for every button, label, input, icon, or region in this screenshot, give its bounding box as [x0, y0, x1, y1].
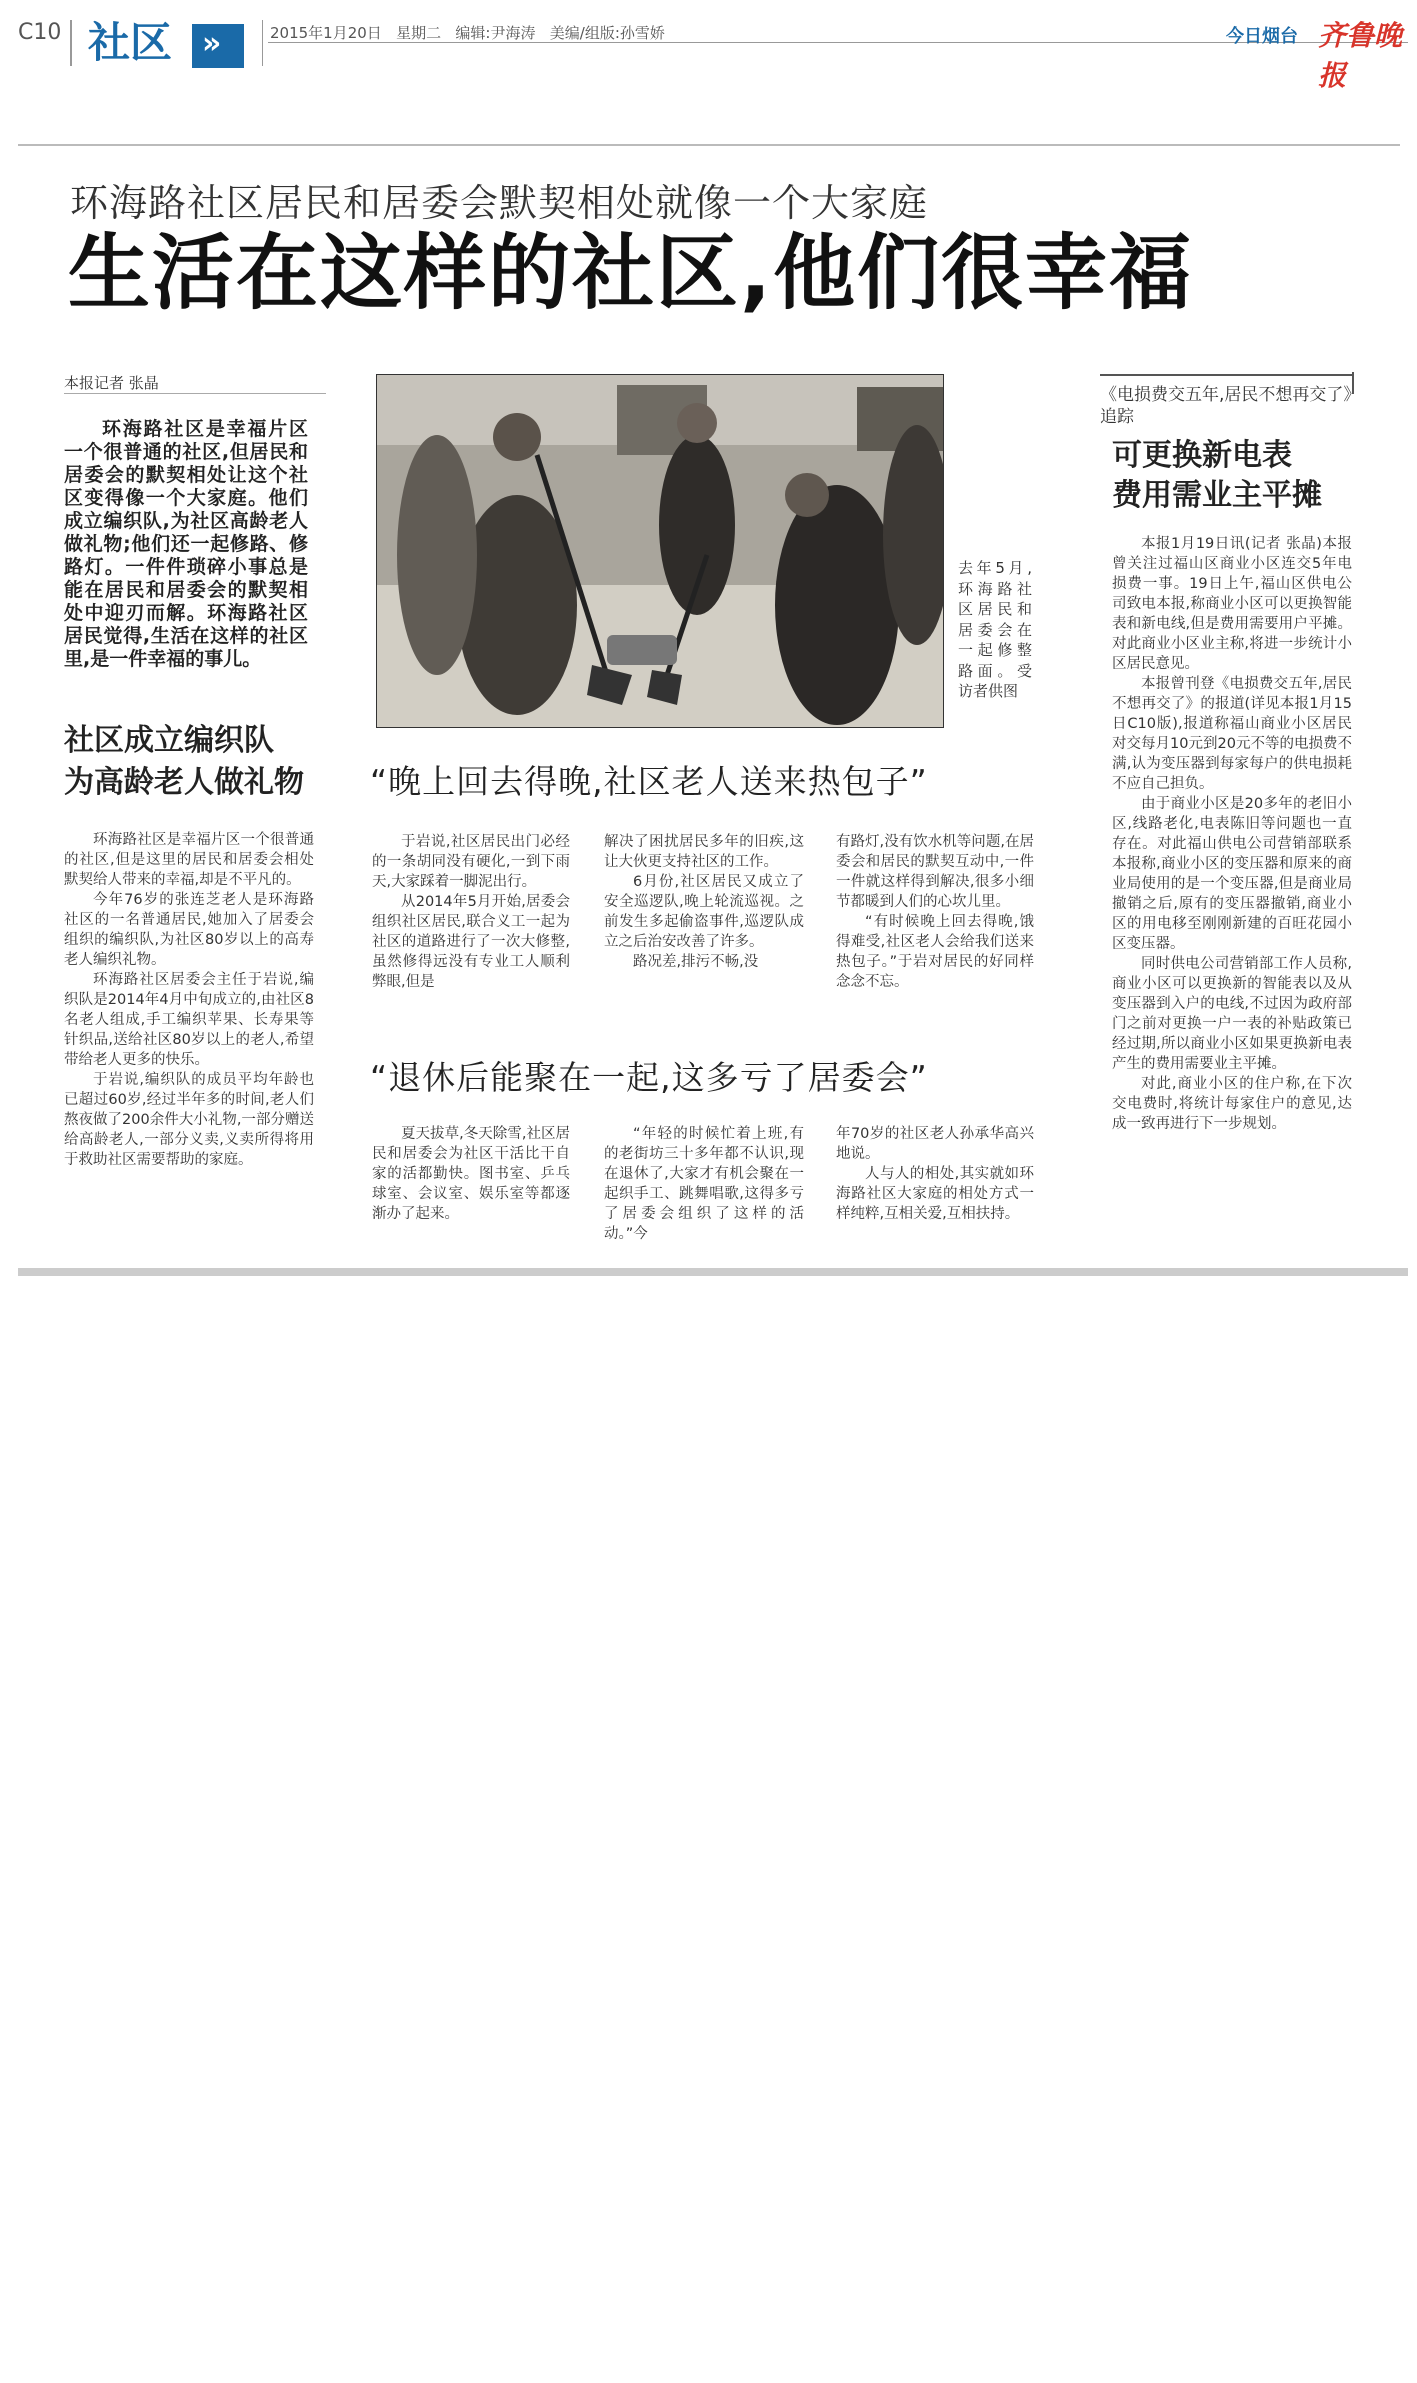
sidebar-kicker: [1100, 374, 1352, 428]
paragraph: 于岩说,编织队的成员平均年龄也已超过60岁,经过半年多的时间,老人们熬夜做了200余件大小礼物,一部分赠送给高龄老人,一部分义卖,义卖所得将用于救助社区需要帮助的家庭。: [64, 1072, 314, 1168]
sidebar-title-line2: 费用需业主平摊: [1112, 478, 1322, 513]
section2-col2: [604, 832, 804, 972]
paragraph: 由于商业小区是20多年的老旧小区,线路老化,电表陈旧等问题也一直存在。对此福山供电公司营销部联系本报称,商业小区的变压器和原来的商业局使用的是一个变压器,但是商业局撤销之后,原有的变压器撤销,商业小区的用电移至刚刚新建的百旺花园小区变压器。: [1112, 796, 1352, 952]
paragraph: 路况差,排污不畅,没: [633, 954, 759, 970]
page-number: C10: [18, 20, 62, 45]
paragraph: 6月份,社区居民又成立了安全巡逻队,晚上轮流巡视。之前发生多起偷盗事件,巡逻队成立之后治安改善了许多。: [604, 874, 804, 950]
lead-text: 环海路社区是幸福片区一个很普通的社区,但居民和居委会的默契相处让这个社区变得像一个大家庭。他们成立编织队,为社区高龄老人做礼物;他们还一起修路、修路灯。一件件琐碎小事总是能在居民和居委会的默契相处中迎刃而解。环海路社区居民觉得,生活在这样的社区里,是一件幸福的事儿。: [64, 418, 308, 670]
newspaper-logo: 齐鲁晚报: [1318, 19, 1403, 92]
photo-caption: 去年5月,环海路社区居民和居委会在一起修整路面。受访者供图: [958, 559, 1032, 700]
section2-col3: [836, 832, 1034, 992]
section2-col1: [372, 832, 570, 992]
header-divider: [70, 20, 72, 66]
paragraph: 环海路社区是幸福片区一个很普通的社区,但是这里的居民和居委会相处默契给人带来的幸福,却是不平凡的。: [64, 832, 314, 888]
paragraph: 同时供电公司营销部工作人员称,商业小区可以更换新的智能表以及从变压器到入户的电线,不过因为政府部门之前对更换一户一表的补贴政策已经过期,所以商业小区如果更换新电表产生的费用需要业主平摊。: [1112, 956, 1352, 1072]
header-divider: [262, 20, 263, 66]
paragraph: 有路灯,没有饮水机等问题,在居委会和居民的默契互动中,一件一件就这样得到解决,很多小细节都暖到人们的心坎儿里。: [836, 834, 1034, 910]
section1-body: [64, 830, 314, 1170]
byline: 本报记者 张晶: [64, 374, 159, 392]
paragraph: 本报曾刊登《电损费交五年,居民不想再交了》的报道(详见本报1月15日C10版),报道称福山商业小区居民对交每月10元到20元不等的电损费不满,认为变压器到每家每户的供电损耗不应自己担负。: [1112, 676, 1352, 792]
paragraph: 从2014年5月开始,居委会组织社区居民,联合义工一起为社区的道路进行了一次大修整,虽然修得远没有专业工人顺利弊眼,但是: [372, 894, 570, 990]
sidebar-kicker-text: 《电损费交五年,居民不想再交了》追踪: [1100, 385, 1352, 427]
edition-brand: 今日烟台: [1226, 26, 1298, 47]
paragraph: 人与人的相处,其实就如环海路社区大家庭的相处方式一样纯粹,互相关爱,互相扶持。: [836, 1166, 1034, 1222]
lead-paragraph: [64, 418, 308, 671]
byline-rule: [64, 393, 326, 394]
section3-col2: [604, 1124, 804, 1244]
paragraph: 于岩说,社区居民出门必经的一条胡同没有硬化,一到下雨天,大家踩着一脚泥出行。: [372, 834, 570, 890]
arrow-glyph: »: [202, 26, 222, 61]
news-photo: [376, 374, 944, 728]
sidebar-title-line1: 可更换新电表: [1112, 438, 1292, 473]
sidebar-box-edge: [1352, 372, 1354, 394]
sidebar-title: [1112, 436, 1322, 516]
paragraph: 本报1月19日讯(记者 张晶)本报曾关注过福山区商业小区连交5年电损费一事。19日上午,福山区供电公司致电本报,称商业小区可以更换智能表和新电线,但是费用需要用户平摊。对此商业小区业主称,将进一步统计小区居民意见。: [1112, 536, 1352, 672]
paragraph: “年轻的时候忙着上班,有的老街坊三十多年都不认识,现在退休了,大家才有机会聚在一起织手工、跳舞唱歌,这得多亏了居委会组织了这样的活动。”今: [604, 1126, 804, 1242]
section2-title: “晚上回去得晚,社区老人送来热包子”: [370, 762, 928, 801]
paragraph: 今年76岁的张连芝老人是环海路社区的一名普通居民,她加入了居委会组织的编织队,为社区80岁以上的高寿老人编织礼物。: [64, 892, 314, 968]
paragraph: 年70岁的社区老人孙承华高兴地说。: [836, 1126, 1034, 1162]
top-rule: [18, 144, 1400, 146]
paragraph: 解决了困扰居民多年的旧疾,这让大伙更支持社区的工作。: [604, 834, 804, 870]
article-headline: 生活在这样的社区,他们很幸福: [68, 226, 1194, 321]
photo-illustration: [377, 375, 943, 727]
issue-meta: 2015年1月20日 星期二 编辑:尹海涛 美编/组版:孙雪娇: [270, 24, 665, 42]
paragraph: “有时候晚上回去得晚,饿得难受,社区老人会给我们送来热包子。”于岩对居民的好同样念念不忘。: [836, 914, 1034, 990]
paragraph: 对此,商业小区的住户称,在下次交电费时,将统计每家住户的意见,达成一致再进行下一步规划。: [1112, 1076, 1352, 1132]
bottom-rule: [18, 1268, 1408, 1276]
section3-col3: [836, 1124, 1034, 1224]
section-arrow-icon: [192, 24, 244, 68]
article-subtitle: 环海路社区居民和居委会默契相处就像一个大家庭: [70, 181, 929, 225]
paragraph: 环海路社区居委会主任于岩说,编织队是2014年4月中旬成立的,由社区8名老人组成,手工编织苹果、长寿果等针织品,送给社区80岁以上的老人,希望带给老人更多的快乐。: [64, 972, 314, 1068]
sidebar-body: [1112, 534, 1352, 1134]
section3-col1: [372, 1124, 570, 1224]
section3-title: “退休后能聚在一起,这多亏了居委会”: [370, 1058, 928, 1097]
section1-title-line2: 为高龄老人做礼物: [64, 765, 304, 800]
section-name: 社区: [88, 18, 173, 67]
section1-title-line1: 社区成立编织队: [64, 723, 274, 758]
section1-title: [64, 720, 304, 804]
paragraph: 夏天拔草,冬天除雪,社区居民和居委会为社区干活比干自家的活都勤快。图书室、乒乓球室、会议室、娱乐室等都逐渐办了起来。: [372, 1126, 570, 1222]
